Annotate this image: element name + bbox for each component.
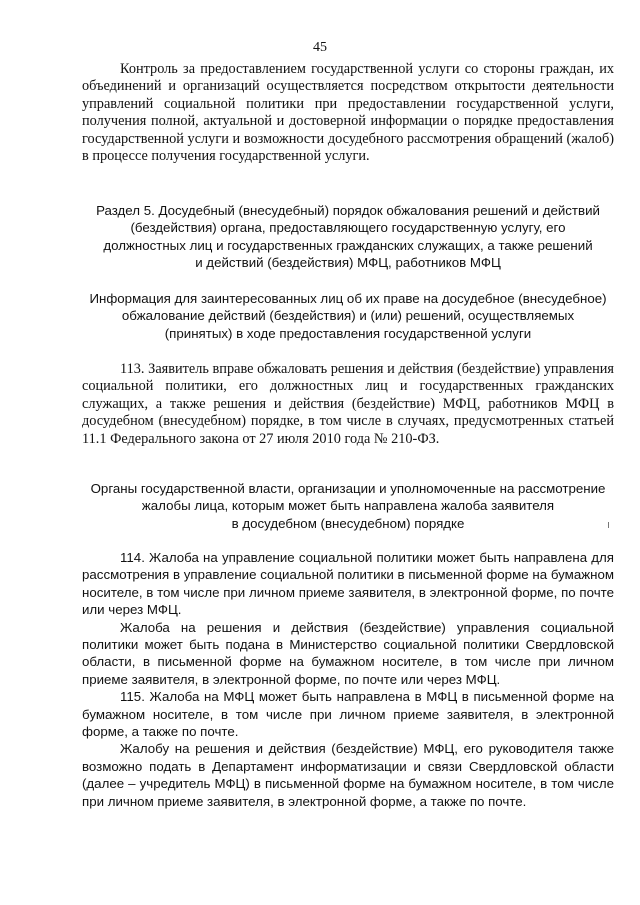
paragraph-113-block bbox=[82, 361, 614, 448]
section-5-heading-line: (бездействия) органа, предоставляющего государственную услугу, его bbox=[130, 220, 566, 236]
scan-mark bbox=[608, 522, 609, 528]
organs-heading bbox=[82, 480, 614, 532]
paragraphs-114-115-block bbox=[82, 549, 614, 810]
paragraph-115: 115. Жалоба на МФЦ может быть направлена в МФЦ в письменной форме на бумажном носителе, в том числе при личном приеме заявителя, в электронной форме, а также по почте. bbox=[82, 689, 614, 740]
paragraph-control: Контроль за предоставлением государственной услуги со стороны граждан, их объединений и организаций осуществляется посредством открытости деятельности управлений социальной политики при предоставлении государственной услуги, получения полной, актуальной и достоверной информации о порядке предоставления государственной услуги и возможности досудебного рассмотрения обращений (жалоб) в процессе получения государственной услуги. bbox=[82, 61, 614, 165]
section-5-heading bbox=[82, 202, 614, 272]
paragraph-114: 114. Жалоба на управление социальной политики может быть направлена для рассмотрения в управление социальной политики в письменной форме на бумажном носителе, в том числе при личном приеме заявителя, в электронной форме, по почте или через МФЦ. bbox=[82, 550, 614, 618]
organs-heading-line: жалобы лица, которым может быть направлена жалоба заявителя bbox=[141, 498, 555, 514]
info-heading-line: (принятых) в ходе предоставления государственной услуги bbox=[164, 325, 532, 341]
section-5-heading-line: и действий (бездействия) МФЦ, работников МФЦ bbox=[195, 255, 501, 271]
section-5-heading-line: должностных лиц и государственных гражданских служащих, а также решений bbox=[103, 237, 593, 253]
info-heading-line: обжалование действий (бездействия) и (или) решений, осуществляемых bbox=[121, 308, 575, 324]
organs-heading-line: в досудебном (внесудебном) порядке bbox=[231, 515, 465, 531]
page-number: 45 bbox=[313, 40, 327, 55]
organs-heading-line: Органы государственной власти, организации и уполномоченные на рассмотрение bbox=[90, 481, 606, 496]
info-heading bbox=[82, 290, 614, 342]
paragraph-115-continuation: Жалобу на решения и действия (бездействие) МФЦ, его руководителя также возможно подать в Департамент информатизации и связи Свердловской области (далее – учредитель МФЦ) в письменной форме на бумажном носителе, в том числе при личном приеме заявителя, в электронной форме, а также по почте. bbox=[82, 741, 614, 809]
info-heading-line: Информация для заинтересованных лиц об их праве на досудебное (внесудебное) bbox=[89, 291, 607, 306]
paragraph-113: 113. Заявитель вправе обжаловать решения и действия (бездействие) управления социальной политики, его должностных лиц и государственных гражданских служащих, а также решения и действия (бездействие) МФЦ, работников МФЦ в досудебном (внесудебном) порядке, в том числе в случаях, предусмотренных статьей 11.1 Федерального закона от 27 июля 2010 года № 210-ФЗ. bbox=[82, 361, 614, 447]
section-5-heading-line: Раздел 5. Досудебный (внесудебный) порядок обжалования решений и действий bbox=[96, 203, 600, 218]
control-paragraph-block bbox=[82, 61, 614, 165]
paragraph-114-continuation: Жалоба на решения и действия (бездействие) управления социальной политики может быть подана в Министерство социальной политики Свердловской области, в письменной форме на бумажном носителе, в том числе при личном приеме заявителя, в электронной форме, по почте или через МФЦ. bbox=[82, 619, 614, 687]
